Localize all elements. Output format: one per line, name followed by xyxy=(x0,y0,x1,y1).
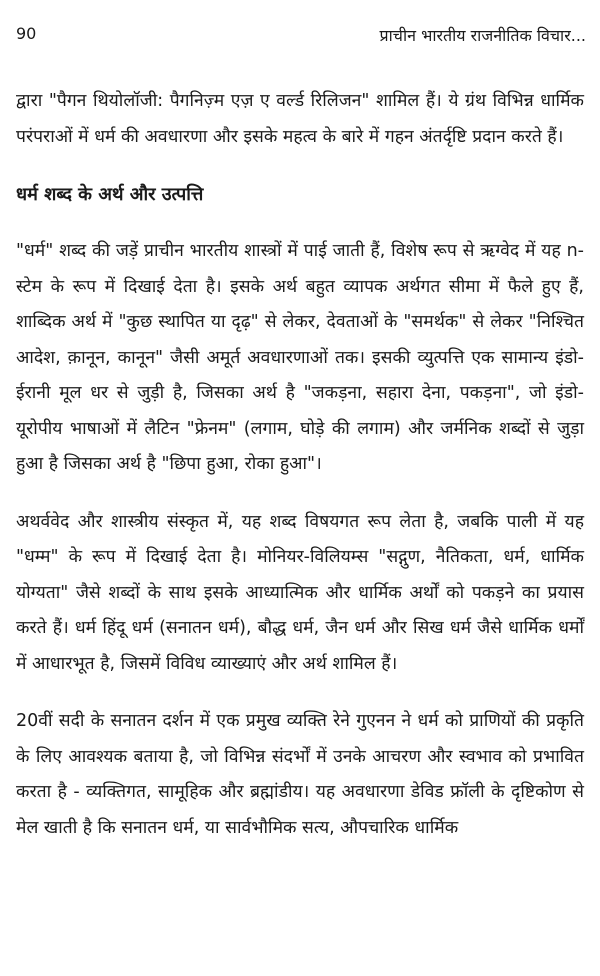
paragraph-atharvaveda: अथर्ववेद और शास्त्रीय संस्कृत में, यह शब्द विषयगत रूप लेता है, जबकि पाली में यह "धम्म" के रूप में दिखाई देता है। मोनियर-विलियम्स "सद्गुण, नैतिकता, धर्म, धार्मिक योग्यता" जैसे शब्दों के साथ इसके आध्यात्मिक और धार्मिक अर्थों को पकड़ने का प्रयास करते हैं। धर्म हिंदू धर्म (सनातन धर्म), बौद्ध धर्म, जैन धर्म और सिख धर्म जैसे धार्मिक धर्मों में आधारभूत है, जिसमें विविध व्याख्याएं और अर्थ शामिल हैं। xyxy=(16,511,584,674)
page-content xyxy=(16,84,584,846)
section-heading: धर्म शब्द के अर्थ और उत्पत्ति xyxy=(16,184,204,205)
paragraph-continuation: द्वारा "पैगन थियोलॉजी: पैगनिज़्म एज़ ए वर्ल्ड रिलिजन" शामिल हैं। ये ग्रंथ विभिन्न धार्मिक परंपराओं में धर्म की अवधारणा और इसके महत्व के बारे में गहन अंतर्दृष्टि प्रदान करते हैं। xyxy=(16,91,584,147)
paragraph-etymology: "धर्म" शब्द की जड़ें प्राचीन भारतीय शास्त्रों में पाई जाती हैं, विशेष रूप से ऋग्वेद में यह n-स्टेम के रूप में दिखाई देता है। इसके अर्थ बहुत व्यापक अर्थगत सीमा में फैले हुए हैं, शाब्दिक अर्थ में "कुछ स्थापित या दृढ़" से लेकर, देवताओं के "समर्थक" से लेकर "निश्चित आदेश, क़ानून, कानून" जैसी अमूर्त अवधारणाओं तक। इसकी व्युत्पत्ति एक सामान्य इंडो-ईरानी मूल धर से जुड़ी है, जिसका अर्थ है "जकड़ना, सहारा देना, पकड़ना", जो इंडो-यूरोपीय भाषाओं में लैटिन "फ्रेनम" (लगाम, घोड़े की लगाम) और जर्मनिक शब्दों से जुड़ा हुआ है जिसका अर्थ है "छिपा हुआ, रोका हुआ"। xyxy=(16,241,584,474)
page-header xyxy=(0,24,600,52)
running-title: प्राचीन भारतीय राजनीतिक विचार... xyxy=(379,26,586,45)
paragraph-guenon: 20वीं सदी के सनातन दर्शन में एक प्रमुख व्यक्ति रेने गुएनन ने धर्म को प्राणियों की प्रकृति के लिए आवश्यक बताया है, जो विभिन्न संदर्भों में उनके आचरण और स्वभाव को प्रभावित करता है - व्यक्तिगत, सामूहिक और ब्रह्मांडीय। यह अवधारणा डेविड फ्रॉली के दृष्टिकोण से मेल खाती है कि सनातन धर्म, या सार्वभौमिक सत्य, औपचारिक धार्मिक xyxy=(16,711,584,838)
page-number: 90 xyxy=(16,24,37,43)
